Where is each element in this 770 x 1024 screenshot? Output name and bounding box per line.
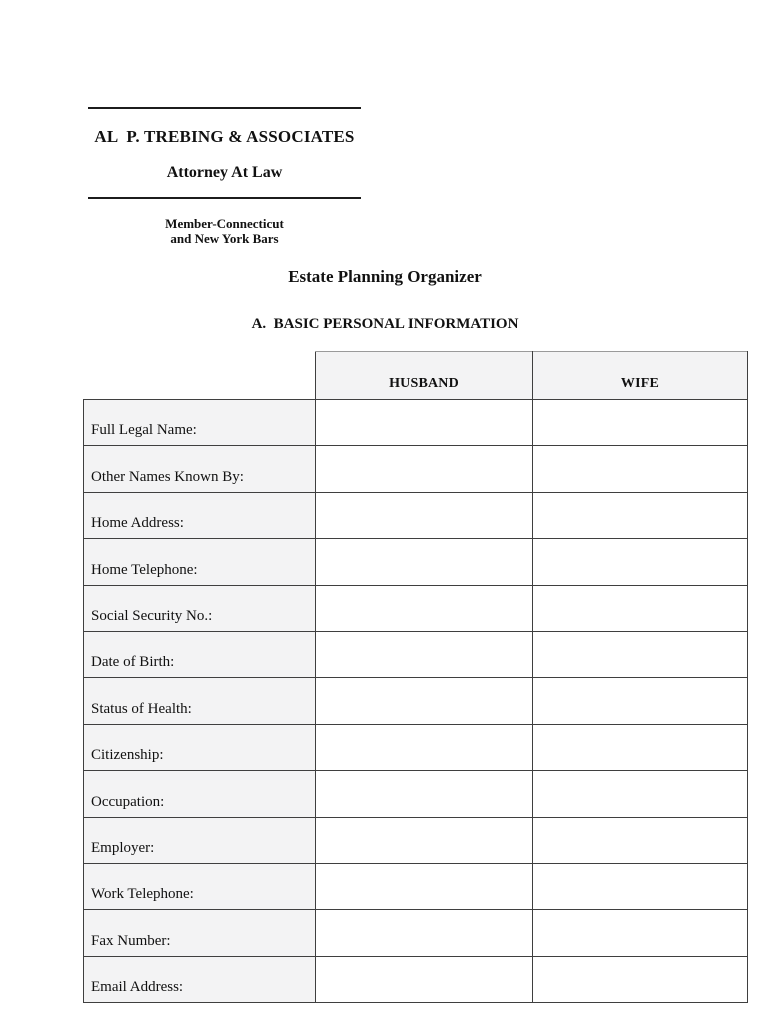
table-row	[84, 863, 748, 909]
bar-membership-line-2: and New York Bars	[170, 231, 279, 246]
table-row	[84, 771, 748, 817]
husband-field[interactable]	[316, 446, 533, 492]
husband-field[interactable]	[316, 863, 533, 909]
table-row	[84, 910, 748, 956]
letterhead	[88, 107, 361, 246]
table-row	[84, 631, 748, 677]
row-label: Fax Number:	[84, 910, 316, 956]
row-label: Social Security No.:	[84, 585, 316, 631]
bar-membership	[88, 216, 361, 246]
wife-field[interactable]	[533, 910, 748, 956]
table-row	[84, 400, 748, 446]
husband-field[interactable]	[316, 400, 533, 446]
husband-field[interactable]	[316, 724, 533, 770]
table-row	[84, 817, 748, 863]
wife-field[interactable]	[533, 956, 748, 1002]
row-label: Occupation:	[84, 771, 316, 817]
row-label: Other Names Known By:	[84, 446, 316, 492]
wife-field[interactable]	[533, 678, 748, 724]
letterhead-top-rule	[88, 107, 361, 109]
table-corner-spacer	[84, 352, 316, 400]
table-row	[84, 724, 748, 770]
wife-field[interactable]	[533, 539, 748, 585]
personal-info-table	[83, 351, 748, 1003]
row-label: Work Telephone:	[84, 863, 316, 909]
letterhead-bottom-rule	[88, 197, 361, 199]
husband-field[interactable]	[316, 492, 533, 538]
table-row	[84, 956, 748, 1002]
row-label: Status of Health:	[84, 678, 316, 724]
table-row	[84, 539, 748, 585]
firm-subtitle: Attorney At Law	[166, 164, 283, 181]
husband-field[interactable]	[316, 539, 533, 585]
row-label: Employer:	[84, 817, 316, 863]
row-label: Full Legal Name:	[84, 400, 316, 446]
row-label: Home Address:	[84, 492, 316, 538]
husband-field[interactable]	[316, 771, 533, 817]
row-label: Email Address:	[84, 956, 316, 1002]
personal-info-table-body	[84, 400, 748, 1003]
bar-membership-line-1: Member-Connecticut	[165, 216, 284, 231]
wife-field[interactable]	[533, 771, 748, 817]
husband-field[interactable]	[316, 678, 533, 724]
table-row	[84, 585, 748, 631]
wife-field[interactable]	[533, 817, 748, 863]
column-header-wife: WIFE	[533, 352, 748, 400]
table-header-row	[84, 352, 748, 400]
husband-field[interactable]	[316, 956, 533, 1002]
wife-field[interactable]	[533, 446, 748, 492]
section-heading: A. BASIC PERSONAL INFORMATION	[251, 316, 519, 332]
husband-field[interactable]	[316, 631, 533, 677]
table-row	[84, 446, 748, 492]
husband-field[interactable]	[316, 585, 533, 631]
wife-field[interactable]	[533, 724, 748, 770]
husband-field[interactable]	[316, 910, 533, 956]
row-label: Home Telephone:	[84, 539, 316, 585]
column-header-husband: HUSBAND	[316, 352, 533, 400]
wife-field[interactable]	[533, 863, 748, 909]
wife-field[interactable]	[533, 492, 748, 538]
wife-field[interactable]	[533, 585, 748, 631]
row-label: Citizenship:	[84, 724, 316, 770]
wife-field[interactable]	[533, 631, 748, 677]
firm-name: AL P. TREBING & ASSOCIATES	[94, 127, 355, 146]
table-row	[84, 678, 748, 724]
husband-field[interactable]	[316, 817, 533, 863]
document-title: Estate Planning Organizer	[288, 267, 482, 286]
wife-field[interactable]	[533, 400, 748, 446]
table-row	[84, 492, 748, 538]
row-label: Date of Birth:	[84, 631, 316, 677]
